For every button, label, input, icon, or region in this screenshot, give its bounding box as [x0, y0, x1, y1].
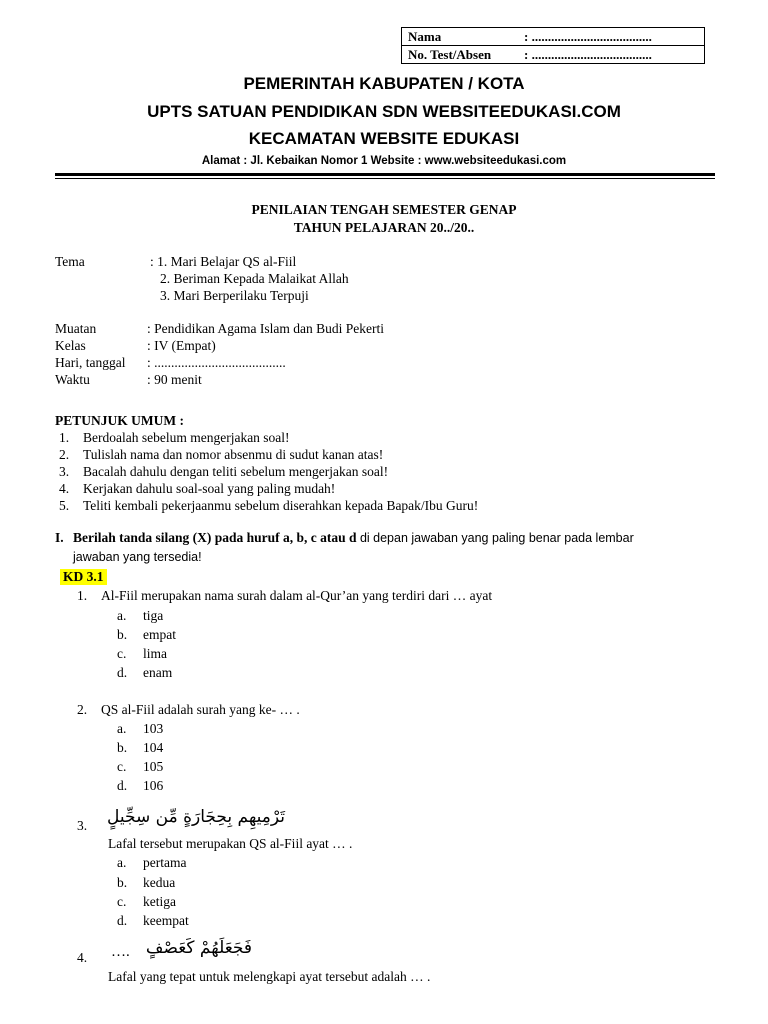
- header-divider-thick: [55, 173, 715, 176]
- tema-item-3: 3. Mari Berperilaku Terpuji: [160, 288, 309, 303]
- option-text[interactable]: enam: [143, 665, 173, 680]
- question-text: Lafal tersebut merupakan QS al-Fiil ayat … .: [108, 836, 353, 851]
- hari-value: : .......................................: [147, 355, 286, 370]
- instruction-item: Bacalah dahulu dengan teliti sebelum mengerjakan soal!: [83, 464, 389, 479]
- name-row: [402, 28, 705, 46]
- tema-item-2: 2. Beriman Kepada Malaikat Allah: [160, 271, 349, 286]
- arabic-verse: فَجَعَلَهُمْ كَعَصْفٍ: [145, 938, 252, 958]
- option-letter: c.: [117, 894, 127, 909]
- name-label: Nama: [408, 28, 442, 44]
- question-number: 1.: [77, 588, 88, 603]
- option-letter: d.: [117, 778, 128, 793]
- muatan-value: : Pendidikan Agama Islam dan Budi Pekerti: [147, 321, 384, 336]
- option-text[interactable]: empat: [143, 627, 176, 642]
- test-number-label: No. Test/Absen: [408, 46, 492, 62]
- kelas-value: : IV (Empat): [147, 338, 216, 353]
- instruction-num: 3.: [59, 464, 70, 479]
- instruction-num: 2.: [59, 447, 70, 462]
- waktu-label: Waktu: [55, 372, 90, 387]
- section-instruction-rest-2: jawaban yang tersedia!: [73, 550, 202, 564]
- name-value: : .....................................: [524, 28, 652, 44]
- question-number: 2.: [77, 702, 88, 717]
- instruction-item: Kerjakan dahulu soal-soal yang paling mudah!: [83, 481, 336, 496]
- header-school: UPTS SATUAN PENDIDIKAN SDN WEBSITEEDUKASI.COM: [147, 102, 621, 121]
- hari-label: Hari, tanggal: [55, 355, 126, 370]
- section-instruction-bold: Berilah tanda silang (X) pada huruf a, b, c atau d: [73, 530, 357, 545]
- arabic-verse: تَرْمِيهِم بِحِجَارَةٍ مِّن سِجِّيلٍ: [107, 807, 285, 827]
- header-divider-thin: [55, 178, 715, 179]
- waktu-value: : 90 menit: [147, 372, 202, 387]
- question-text: QS al-Fiil adalah surah yang ke- … .: [101, 702, 300, 717]
- option-text[interactable]: keempat: [143, 913, 189, 928]
- student-id-box: [401, 27, 705, 64]
- option-letter: c.: [117, 646, 127, 661]
- option-letter: a.: [117, 608, 127, 623]
- name-cell[interactable]: [402, 28, 705, 46]
- option-text[interactable]: pertama: [143, 855, 187, 870]
- option-letter: d.: [117, 913, 128, 928]
- exam-title: PENILAIAN TENGAH SEMESTER GENAP: [251, 202, 517, 217]
- option-text[interactable]: 106: [143, 778, 164, 793]
- header-government: PEMERINTAH KABUPATEN / KOTA: [243, 74, 525, 93]
- option-letter: b.: [117, 740, 128, 755]
- question-number: 3.: [77, 818, 88, 833]
- instruction-num: 5.: [59, 498, 70, 513]
- test-number-row: [402, 46, 705, 64]
- instructions-title: PETUNJUK UMUM :: [55, 413, 184, 428]
- instruction-item: Berdoalah sebelum mengerjakan soal!: [83, 430, 290, 445]
- option-letter: b.: [117, 875, 128, 890]
- test-number-value: : .....................................: [524, 46, 652, 62]
- muatan-label: Muatan: [55, 321, 97, 336]
- instruction-item: Tulislah nama dan nomor absenmu di sudut kanan atas!: [83, 447, 384, 462]
- header-district: KECAMATAN WEBSITE EDUKASI: [248, 129, 520, 148]
- tema-item-1: : 1. Mari Belajar QS al-Fiil: [150, 254, 297, 269]
- header-address: Alamat : Jl. Kebaikan Nomor 1 Website : www.websiteedukasi.com: [201, 155, 567, 167]
- option-text[interactable]: 105: [143, 759, 164, 774]
- option-letter: a.: [117, 855, 127, 870]
- kd-badge: KD 3.1: [60, 569, 107, 585]
- section-instruction-rest: di depan jawaban yang paling benar pada lembar: [359, 531, 634, 545]
- question-text: Lafal yang tepat untuk melengkapi ayat tersebut adalah … .: [108, 969, 431, 984]
- option-text[interactable]: ketiga: [143, 894, 176, 909]
- instruction-num: 1.: [59, 430, 70, 445]
- tema-label: Tema: [55, 254, 85, 269]
- kelas-label: Kelas: [55, 338, 86, 353]
- instruction-item: Teliti kembali pekerjaanmu sebelum diserahkan kepada Bapak/Ibu Guru!: [83, 498, 479, 513]
- test-number-cell[interactable]: [402, 46, 705, 64]
- exam-year: TAHUN PELAJARAN 20../20..: [293, 220, 475, 235]
- section-instruction: [73, 529, 634, 547]
- question-number: 4.: [77, 950, 88, 965]
- option-text[interactable]: lima: [143, 646, 167, 661]
- section-number: I.: [55, 530, 64, 545]
- option-text[interactable]: tiga: [143, 608, 164, 623]
- option-text[interactable]: kedua: [143, 875, 176, 890]
- blank-dots: ….: [111, 944, 130, 960]
- option-letter: c.: [117, 759, 127, 774]
- option-letter: d.: [117, 665, 128, 680]
- option-text[interactable]: 103: [143, 721, 164, 736]
- question-text: Al-Fiil merupakan nama surah dalam al-Qur’an yang terdiri dari … ayat: [101, 588, 493, 603]
- option-text[interactable]: 104: [143, 740, 164, 755]
- instruction-num: 4.: [59, 481, 70, 496]
- option-letter: a.: [117, 721, 127, 736]
- option-letter: b.: [117, 627, 128, 642]
